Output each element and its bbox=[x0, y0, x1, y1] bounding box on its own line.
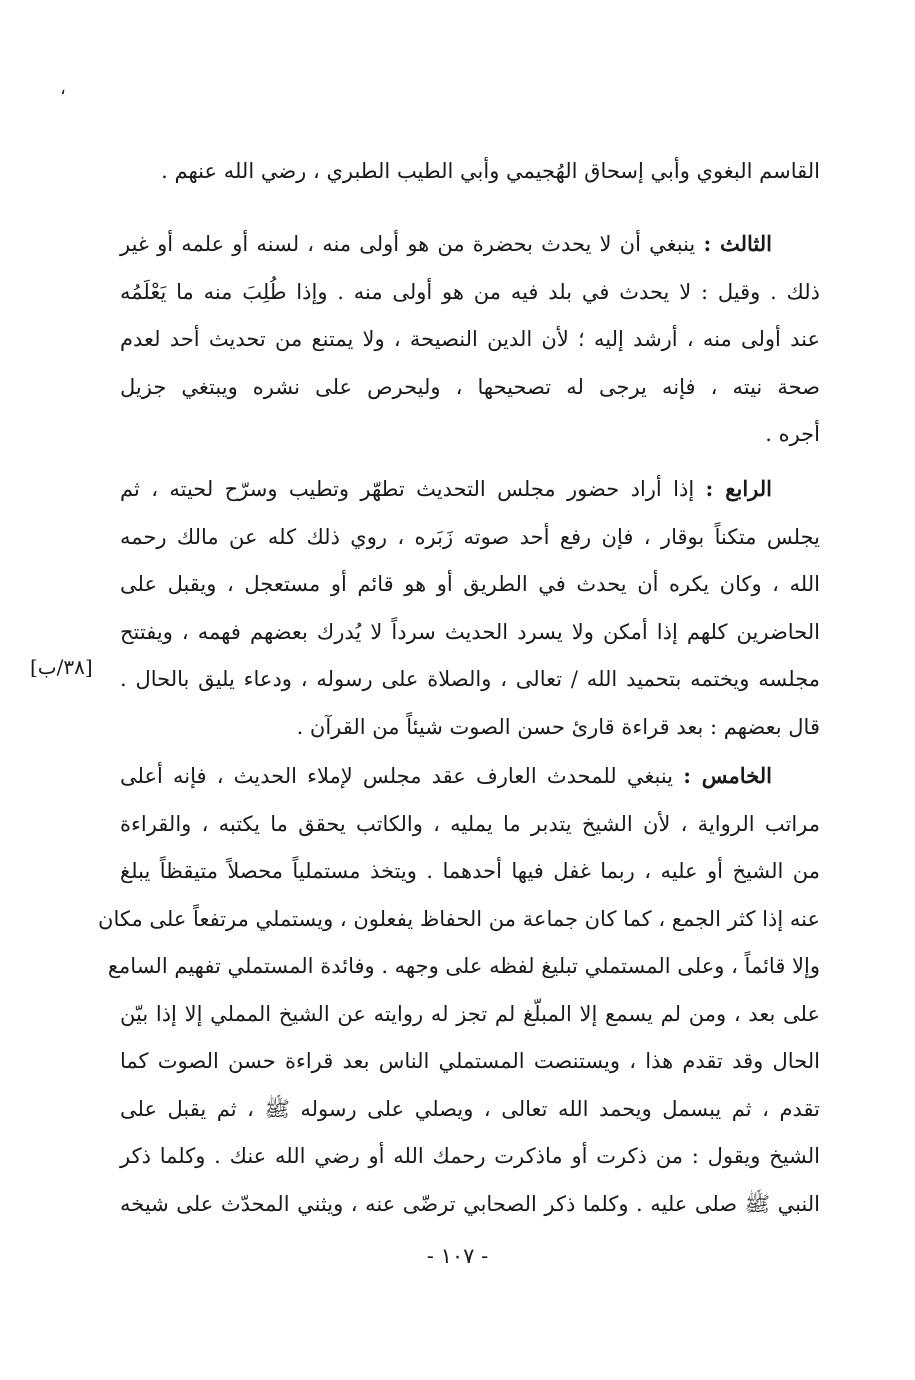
paragraph-fourth bbox=[120, 465, 820, 751]
text-line: النبي ﷺ صلى عليه . وكلما ذكر الصحابي ترضّى عنه ، ويثني المحدّث على شيخه bbox=[120, 1191, 820, 1216]
text-line: يجلس متكناً بوقار ، فإن رفع أحد صوته زَبَره ، روي ذلك كله عن مالك رحمه bbox=[120, 524, 820, 549]
text-line: أجره . bbox=[765, 422, 820, 446]
page-number: - ١٠٧ - bbox=[426, 1244, 489, 1268]
text-line: عند أولى منه ، أرشد إليه ؛ لأن الدين النصيحة ، ولا يمتنع من تحديث أحد لعدم bbox=[120, 327, 820, 351]
text-line: مجلسه ويختمه بتحميد الله / تعالى ، والصلاة على رسوله ، ودعاء يليق بالحال . bbox=[120, 667, 820, 691]
text-line: الله ، وكان يكره أن يحدث في الطريق أو هو قائم أو مستعجل ، ويقبل على bbox=[120, 572, 820, 596]
text-line bbox=[120, 465, 820, 514]
paragraph-third bbox=[120, 220, 820, 459]
text-line-content: ينبغي أن لا يحدث بحضرة من هو أولى منه ، لسنه أو علمه أو غير bbox=[120, 232, 696, 256]
text-line: قال بعضهم : بعد قراءة قارئ حسن الصوت شيئاً من القرآن . bbox=[296, 714, 820, 739]
text-line: من الشيخ أو عليه ، ربما غفل فيها أحدهما . ويتخذ مستملياً محصلاً متيقظاً يبلغ bbox=[120, 859, 820, 883]
text-line: وإلا قائماً ، وعلى المستملي تبليغ لفظه على وجهه . وفائدة المستملي تفهيم السامع bbox=[107, 954, 820, 978]
text-line: ذلك . وقيل : لا يحدث في بلد فيه من هو أولى منه . وإذا طُلِبَ منه ما يَعْلَمُه bbox=[120, 279, 820, 304]
text-line: الحال وقد تقدم هذا ، ويستنصت المستملي الناس بعد قراءة حسن الصوت كما bbox=[120, 1049, 820, 1073]
text-line bbox=[120, 752, 820, 801]
section-label: الثالث : bbox=[703, 231, 772, 256]
text-line: مراتب الرواية ، لأن الشيخ يتدبر ما يمليه ، والكاتب يحقق ما يكتبه ، والقراءة bbox=[120, 811, 820, 836]
text-line: على بعد ، ومن لم يسمع إلا المبلّغ لم تجز له روايته عن الشيخ المملي إلا إذا بيّن bbox=[120, 1001, 820, 1026]
text-line: الشيخ ويقول : من ذكرت أو ماذكرت رحمك الله أو رضي الله عنك . وكلما ذكر bbox=[120, 1144, 820, 1168]
text-line bbox=[120, 220, 820, 269]
section-label: الخامس : bbox=[683, 763, 772, 788]
paragraph-fifth bbox=[98, 752, 820, 1228]
text-line: صحة نيته ، فإنه يرجى له تصحيحها ، وليحرص على نشره ويبتغي جزيل bbox=[120, 374, 820, 399]
text-line: عنه إذا كثر الجمع ، كما كان جماعة من الحفاظ يفعلون ، ويستملي مرتفعاً على مكان bbox=[98, 906, 820, 931]
text-line-content: إذا أراد حضور مجلس التحديث تطهّر وتطيب وسرّح لحيته ، ثم bbox=[120, 477, 695, 501]
section-label: الرابع : bbox=[705, 476, 772, 501]
paragraph-continuation bbox=[120, 148, 820, 196]
text-line: القاسم البغوي وأبي إسحاق الهُجيمي وأبي الطيب الطبري ، رضي الله عنهم . bbox=[161, 159, 820, 183]
margin-folio-reference: [٣٨/ب] bbox=[30, 655, 93, 679]
text-line-content: ينبغي للمحدث العارف عقد مجلس لإملاء الحديث ، فإنه أعلى bbox=[120, 764, 674, 788]
text-line: تقدم ، ثم يبسمل ويحمد الله تعالى ، ويصلي على رسوله ﷺ ، ثم يقبل على bbox=[120, 1096, 820, 1121]
text-line: الحاضرين كلهم إذا أمكن ولا يسرد الحديث سرداً لا يُدرك بعضهم فهمه ، ويفتتح bbox=[120, 619, 820, 644]
corner-mark: ، bbox=[60, 78, 66, 99]
